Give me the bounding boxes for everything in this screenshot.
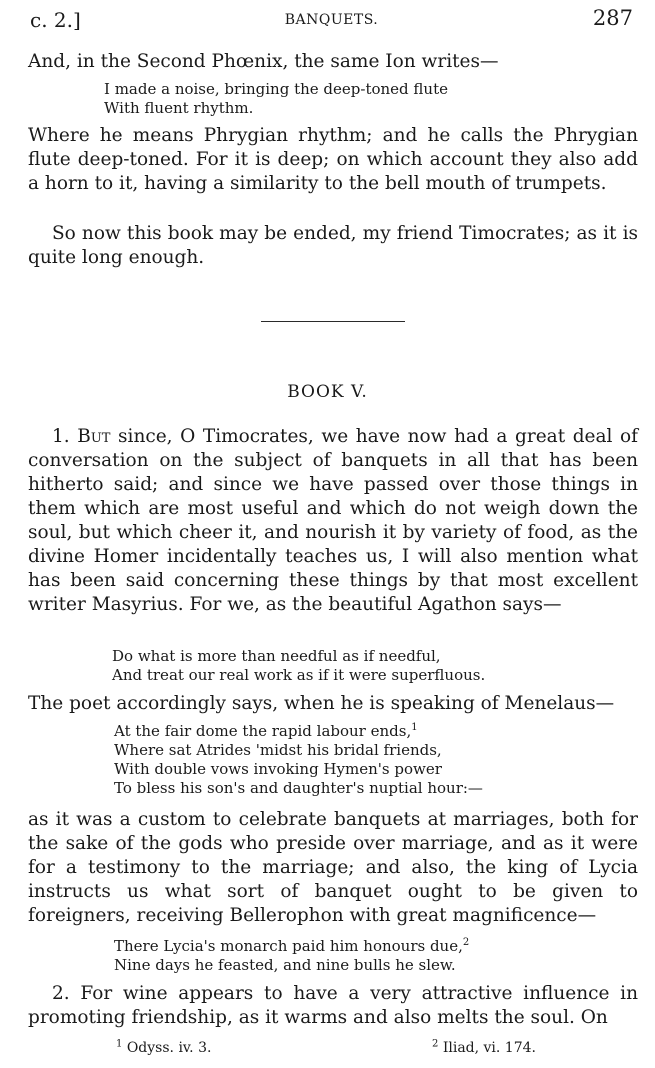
- footnote-mark: 1: [116, 1038, 123, 1050]
- intro-line: [28, 50, 638, 74]
- section-body: For wine appears to have a very attractive influence in promoting friendship, as it warms and also melts the soul. On: [28, 983, 638, 1028]
- verse-quote-agathon: [112, 647, 485, 685]
- footnote-ref: 2: [462, 937, 470, 948]
- section-number: 2.: [52, 983, 70, 1004]
- verse-line: There Lycia's monarch paid him honours due,: [114, 937, 463, 955]
- book-heading: BOOK V.: [287, 382, 368, 402]
- running-header: [30, 6, 633, 36]
- verse-line: I made a noise, bringing the deep-toned flute: [104, 80, 448, 98]
- verse-quote-lycia: [114, 937, 469, 975]
- section-1-text: [28, 425, 638, 617]
- verse-line: Do what is more than needful as if needful,: [112, 647, 441, 665]
- chapter-marker: c. 2.]: [30, 8, 81, 32]
- section-initial-word: But: [77, 426, 111, 447]
- section-2: [28, 982, 638, 1030]
- footnote-text: Iliad, vi. 174.: [442, 1040, 536, 1056]
- footnote-mark: 2: [432, 1038, 439, 1050]
- paragraph-marriage: [28, 808, 638, 928]
- paragraph-text: Where he means Phrygian rhythm; and he calls the Phrygian flute deep-toned. For it is deep; on which account they also add a horn to it, having a similarity to the bell mouth of trumpets.: [28, 125, 638, 194]
- footnote-ref: 1: [411, 722, 418, 733]
- section-1: [28, 425, 638, 617]
- page-number: 287: [592, 6, 633, 30]
- paragraph-closing: [28, 222, 638, 270]
- verse-line: Where sat Atrides 'midst his bridal friends,: [114, 741, 442, 759]
- verse-quote-1: [104, 80, 448, 118]
- poet-line-text: The poet accordingly says, when he is speaking of Menelaus—: [28, 693, 615, 714]
- verse-line: And treat our real work as if it were superfluous.: [112, 666, 486, 684]
- running-title: BANQUETS.: [284, 12, 379, 28]
- poet-line: [28, 692, 638, 716]
- verse-line: With fluent rhythm.: [104, 99, 254, 117]
- paragraph-text: as it was a custom to celebrate banquets at marriages, both for the sake of the gods who preside over marriage, and as it were for a testimony to the marriage; and also, the king of Lycia instructs us what sort of banquet ought to be given to foreigners, receiving Bellerophon with great magnificence—: [28, 809, 638, 926]
- verse-line: At the fair dome the rapid labour ends,: [114, 722, 412, 740]
- footnote-2: [432, 1040, 536, 1056]
- paragraph-text: So now this book may be ended, my friend Timocrates; as it is quite long enough.: [28, 223, 638, 268]
- section-divider: [261, 321, 405, 322]
- section-number: 1.: [52, 426, 70, 447]
- verse-line: Nine days he feasted, and nine bulls he slew.: [114, 956, 456, 974]
- footnote-text: Odyss. iv. 3.: [126, 1040, 212, 1056]
- section-body: since, O Timocrates, we have now had a great deal of conversation on the subject of banquets in all that has been hitherto said; and since we have passed over those things in them which are most useful and which do not weigh down the soul, but which cheer it, and nourish it by variety of food, as the divine Homer incidentally teaches us, I will also mention what has been said concerning these things by that most excellent writer Masyrius. For we, as the beautiful Agathon says—: [28, 426, 638, 615]
- verse-quote-menelaus: [114, 722, 483, 798]
- paragraph-phrygian: [28, 124, 638, 196]
- verse-line: To bless his son's and daughter's nuptial hour:—: [114, 779, 483, 797]
- intro-text: And, in the Second Phœnix, the same Ion writes—: [28, 51, 499, 72]
- footnote-1: [116, 1040, 211, 1056]
- section-2-text: [28, 982, 638, 1030]
- verse-line: With double vows invoking Hymen's power: [114, 760, 442, 778]
